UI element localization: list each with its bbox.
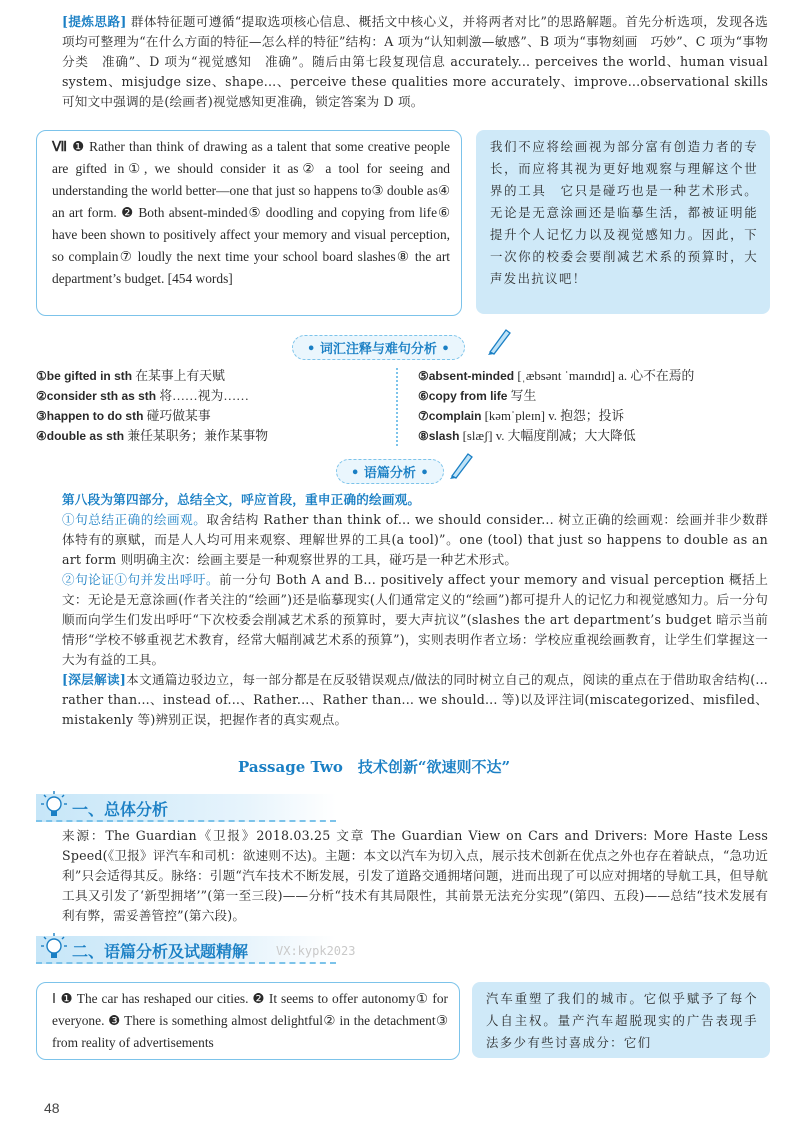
vocab-item: ②consider sth as sth 将……视为……: [36, 389, 249, 403]
section1-body: 来源：The Guardian《卫报》2018.03.25 文章 The Guardian View on Cars and Drivers: More Haste Less Speed(《卫报》评汽车和司机：欲速则不达)。主题：本文以汽车为切入点，展示技术创新在优点之外也存在着缺点，“急功近利”只会适得其反。脉络：引题“汽车技术不断发展，引发了道路交通拥堵问题，进而出现了可以应对拥堵的导航工具，但导航工具又引发了‘新型拥堵’”(第一至三段)——分析“技术有其局限性，其前景无法充分实现”(第四、五段)——总结“技术发展有利有弊，需妥善管控”(第六段)。: [62, 828, 768, 923]
vocab-banner: • 词汇注释与难句分析 •: [292, 335, 465, 360]
deep-reading: [深层解读]本文通篇边驳边立，每一部分都是在反驳错误观点/做法的同时树立自己的观点，阅读的重点在于借助取舍结构(... rather than...、instead of...、Rather...、Rather than... we should... 等)以及评注词(miscategorized、misfiled、mistakenly 等)辨别正误，把握作者的真实观点。: [62, 672, 768, 727]
page-number: 48: [44, 1100, 60, 1116]
passage-two-title: Passage Two 技术创新“欲速则不达”: [238, 758, 511, 776]
vocab-item: ⑥copy from life 写生: [418, 389, 537, 403]
pen-icon: [448, 450, 474, 480]
vocab-divider: [396, 368, 398, 446]
vocab-right: [418, 366, 778, 446]
para7-chinese: 我们不应将绘画视为部分富有创造力者的专长，而应将其视为更好地观察与理解这个世界的工具 它只是碰巧也是一种艺术形式。无论是无意涂画还是临摹生活，都被证明能提升个人记忆力以及视觉感知力。因此，下一次你的校委会要削减艺术系的预算时，大声发出抗议吧！: [490, 139, 758, 286]
tips-text: 群体特征题可遵循“提取选项核心信息、概括文中核心义，并将两者对比”的思路解题。首先分析选项，发现各选项均可整理为“在什么方面的特征—怎么样的特征”结构：A 项为“认知刺激—敏感”、B 项为“事物刻画 巧妙”、C 项为“事物分类 准确”、D 项为“视觉感知 准确”。随后由第七段复现信息 accurately... perceives the world、human visual system、misjudge size、shape...、perceive these qualities more accurately、improve...observational skills 可知文中强调的是(绘画者)视觉感知更准确，锁定答案为 D 项。: [62, 14, 768, 109]
tips-tag: [提炼思路]: [62, 14, 127, 29]
para7-roman: Ⅶ: [52, 139, 68, 154]
para7-english-text: ❶ Rather than think of drawing as a talent that some creative people are gifted in①, we should consider it as② a tool for seeing and understanding the world better—one that just so happens to③ double as④ an art form. ❷ Both absent-minded⑤ doodling and copying from life⑥ have been shown to positively affect your memory and visual perception, so complain⑦ loudly the next time your school board slashes⑧ the art department’s budget. [454 words]: [52, 139, 450, 286]
pen-icon: [486, 326, 512, 356]
para1-roman: Ⅰ: [52, 991, 57, 1006]
lightbulb-icon: [40, 932, 68, 962]
section2-header: 二、语篇分析及试题精解: [36, 936, 336, 964]
analysis-block: [62, 490, 768, 730]
para1-chinese: 汽车重塑了我们的城市。它似乎赋予了每个人自主权。量产汽车超脱现实的广告表现手法多少有些讨喜成分：它们: [486, 991, 758, 1050]
watermark: VX:kypk2023: [276, 944, 356, 958]
vocab-item: ③happen to do sth 碰巧做某事: [36, 409, 211, 423]
top-paragraph: [62, 12, 768, 112]
vocab-item: ④double as sth 兼任某职务；兼作某事物: [36, 429, 269, 443]
section1-header: 一、总体分析: [36, 794, 336, 822]
vocab-item: ⑤absent-minded [ˌæbsənt ˈmaɪndɪd] a. 心不在焉的: [418, 369, 695, 383]
analysis-s1: ①句总结正确的绘画观。取舍结构 Rather than think of... we should consider... 树立正确的绘画观：绘画并非少数群体特有的禀赋，而是人人均可用来观察、理解世界的工具(a tool)”。one (tool) that just so happens to double as an art form 则明确主次：绘画主要是一种观察世界的工具，碰巧是一种艺术形式。: [62, 512, 768, 567]
vocab-item: ①be gifted in sth 在某事上有天赋: [36, 369, 225, 383]
vocab-item: ⑦complain [kəmˈpleɪn] v. 抱怨；投诉: [418, 409, 625, 423]
vocab-item: ⑧slash [slæʃ] v. 大幅度削减；大大降低: [418, 429, 636, 443]
analysis-s2: ②句论证①句并发出呼吁。前一分句 Both A and B... positively affect your memory and visual perception 概括上文：无论是无意涂画(作者关注的“绘画”)还是临摹现实(人们通常定义的“绘画”)都可提升人的记忆力和视觉感知力。后一分句顺而向学生们发出呼吁“下次校委会削减艺术系的预算时，要大声抗议”(slashes the art department’s budget 暗示当前情形“学校不够重视艺术教育，经常大幅削减艺术系的预算”)，实则表明作者立场：学校应重视绘画教育，让学生们掌握这一大为有益的工具。: [62, 572, 768, 667]
analysis-heading: 第八段为第四部分，总结全文，呼应首段，重申正确的绘画观。: [62, 492, 421, 507]
para7-english: [52, 136, 450, 290]
vocab-left: [36, 366, 386, 446]
lightbulb-icon: [40, 790, 68, 820]
analysis-banner: • 语篇分析 •: [336, 459, 444, 484]
para1-english-text: ❶ The car has reshaped our cities. ❷ It seems to offer autonomy① for everyone. ❸ There is something almost delightful② in the detachment③ from reality of advertisements: [52, 991, 448, 1050]
para1-english: [52, 988, 448, 1054]
